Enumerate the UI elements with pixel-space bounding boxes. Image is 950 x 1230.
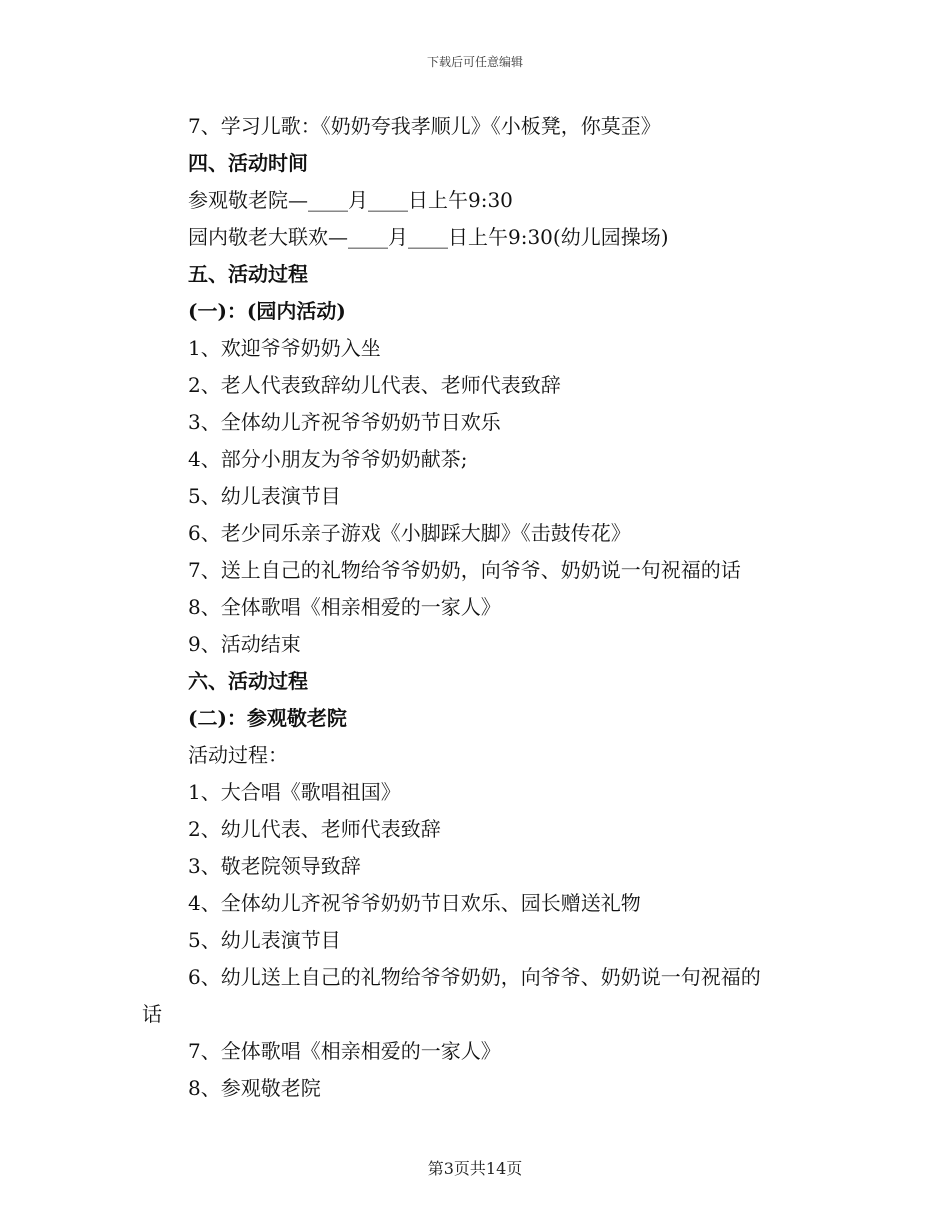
list-item: 8、全体歌唱《相亲相爱的一家人》 bbox=[188, 595, 501, 619]
list-item: 9、活动结束 bbox=[188, 632, 301, 656]
list-item: 3、全体幼儿齐祝爷爷奶奶节日欢乐 bbox=[188, 410, 501, 434]
section-heading: 六、活动过程 bbox=[188, 669, 308, 693]
list-item: 3、敬老院领导致辞 bbox=[188, 854, 361, 878]
section-heading: 四、活动时间 bbox=[188, 151, 308, 175]
subsection-heading: (二)：参观敬老院 bbox=[188, 706, 347, 730]
list-item: 6、幼儿送上自己的礼物给爷爷奶奶，向爷爷、奶奶说一句祝福的 bbox=[188, 965, 761, 989]
subsection-heading: (一)：(园内活动) bbox=[188, 299, 346, 323]
list-item: 1、大合唱《歌唱祖国》 bbox=[188, 780, 401, 804]
body-line: 园内敬老大联欢—____月____日上午9:30(幼儿园操场) bbox=[188, 225, 669, 249]
body-line: 参观敬老院—____月____日上午9:30 bbox=[188, 188, 513, 212]
body-line: 7、学习儿歌：《奶奶夸我孝顺儿》《小板凳，你莫歪》 bbox=[188, 114, 661, 138]
list-item: 5、幼儿表演节目 bbox=[188, 484, 341, 508]
page-header: 下载后可任意编辑 bbox=[426, 55, 523, 69]
section-heading: 五、活动过程 bbox=[188, 262, 308, 286]
list-item: 1、欢迎爷爷奶奶入坐 bbox=[188, 336, 381, 360]
list-item: 5、幼儿表演节目 bbox=[188, 928, 341, 952]
page-footer: 第3页共14页 bbox=[427, 1159, 523, 1178]
body-line: 活动过程： bbox=[188, 743, 288, 767]
list-item: 2、幼儿代表、老师代表致辞 bbox=[188, 817, 441, 841]
list-item: 7、送上自己的礼物给爷爷奶奶，向爷爷、奶奶说一句祝福的话 bbox=[188, 558, 741, 582]
list-item-continuation: 话 bbox=[142, 1002, 162, 1026]
list-item: 4、部分小朋友为爷爷奶奶献茶; bbox=[188, 447, 468, 471]
list-item: 7、全体歌唱《相亲相爱的一家人》 bbox=[188, 1039, 501, 1063]
list-item: 4、全体幼儿齐祝爷爷奶奶节日欢乐、园长赠送礼物 bbox=[188, 891, 641, 915]
list-item: 8、参观敬老院 bbox=[188, 1076, 321, 1100]
list-item: 6、老少同乐亲子游戏《小脚踩大脚》《击鼓传花》 bbox=[188, 521, 631, 545]
list-item: 2、老人代表致辞幼儿代表、老师代表致辞 bbox=[188, 373, 561, 397]
